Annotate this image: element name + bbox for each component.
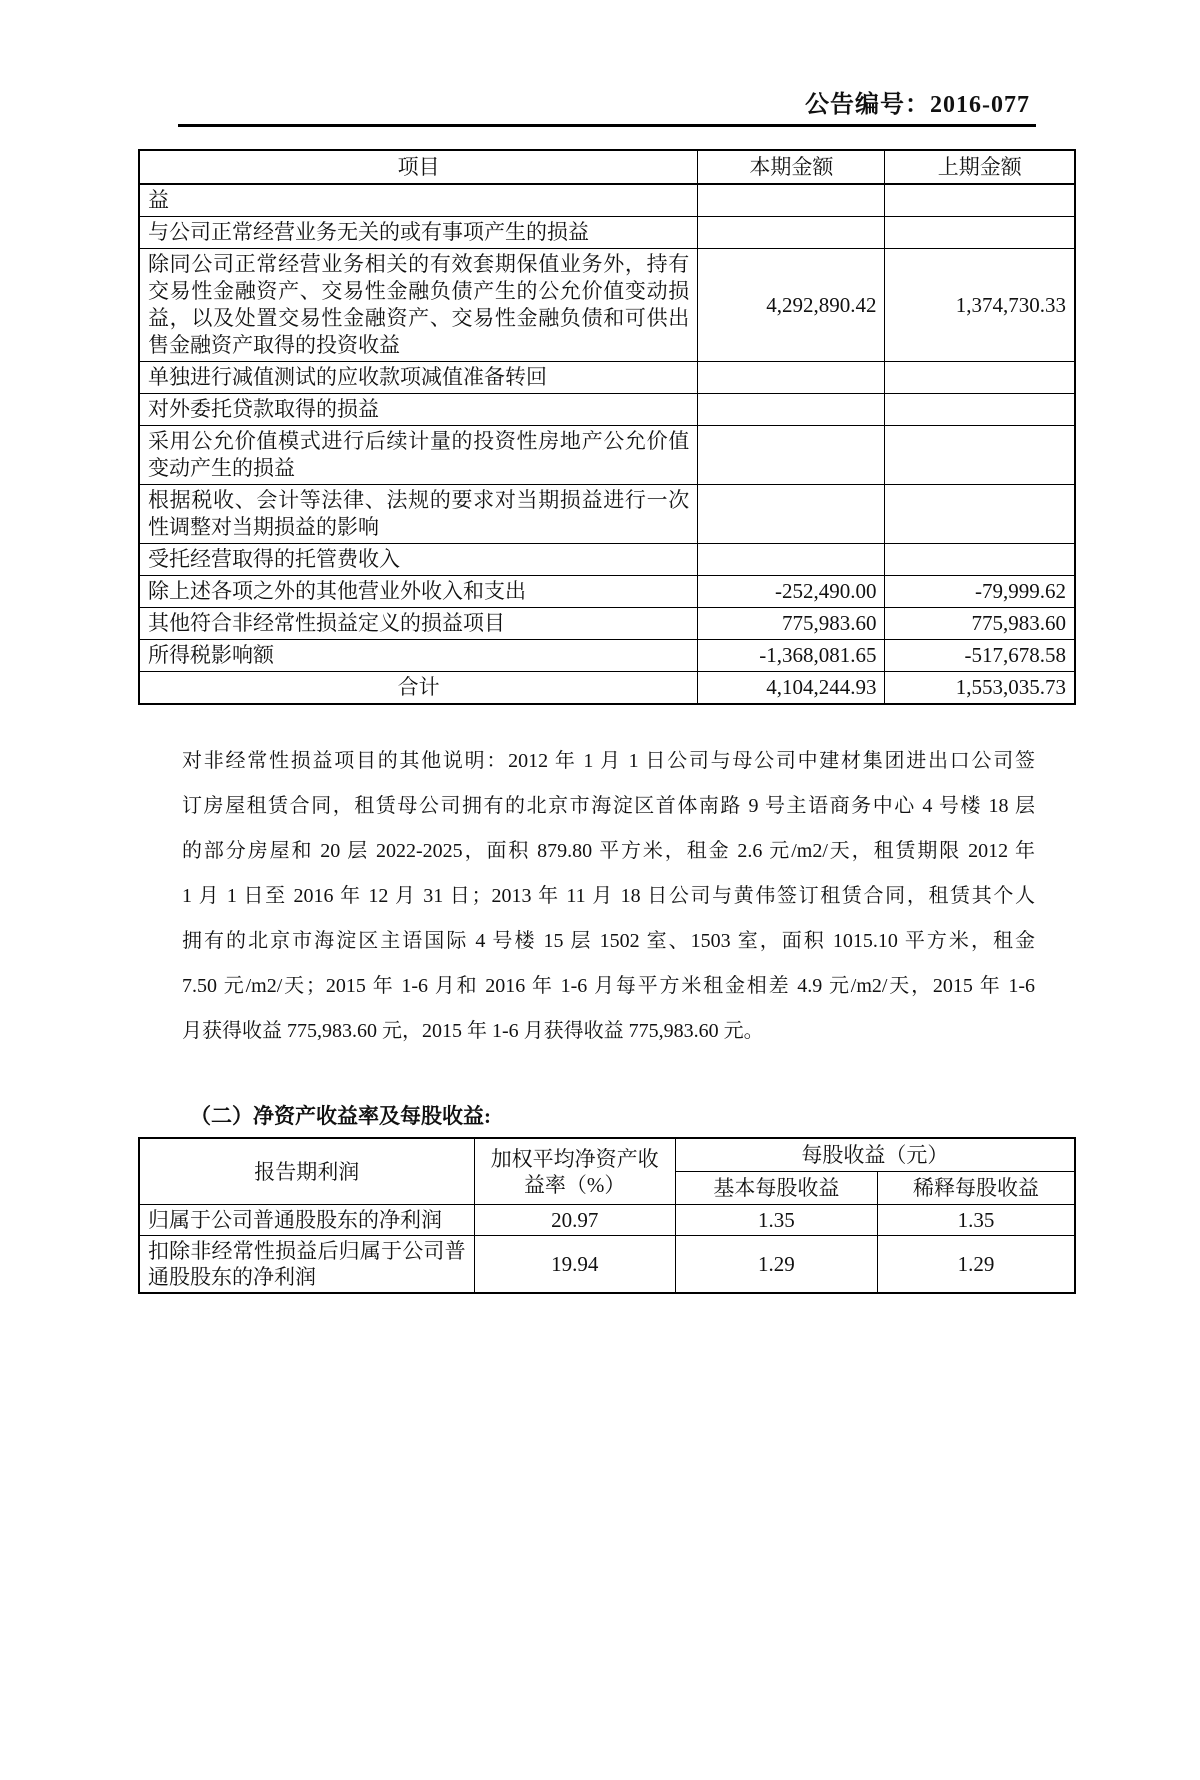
total-label: 合计 (139, 672, 698, 705)
item-label: 除上述各项之外的其他营业外收入和支出 (139, 576, 698, 608)
current-amount: 775,983.60 (698, 608, 885, 640)
total-current-amount: 4,104,244.93 (698, 672, 885, 705)
total-prior-amount: 1,553,035.73 (885, 672, 1075, 705)
prior-amount: 775,983.60 (885, 608, 1075, 640)
nonrecurring-gains-losses-table (138, 149, 1076, 705)
item-label: 除同公司正常经营业务相关的有效套期保值业务外，持有交易性金融资产、交易性金融负债产生的公允价值变动损益，以及处置交易性金融资产、交易性金融负债和可供出售金融资产取得的投资收益 (139, 249, 698, 362)
note-line: 7.50 元/m2/天；2015 年 1-6 月和 2016 年 1-6 月每平方米租金相差 4.9 元/m2/天，2015 年 1-6 (182, 975, 1035, 997)
table-row (139, 1205, 1075, 1236)
column-header-prior-amount: 上期金额 (885, 150, 1075, 184)
prior-amount (885, 426, 1075, 485)
roe-value: 19.94 (474, 1236, 675, 1294)
column-header-report-period-profit: 报告期利润 (139, 1138, 474, 1205)
table-row (139, 394, 1075, 426)
table-row (139, 544, 1075, 576)
item-label: 其他符合非经常性损益定义的损益项目 (139, 608, 698, 640)
current-amount: 4,292,890.42 (698, 249, 885, 362)
section-heading-roe-eps: （二）净资产收益率及每股收益: (190, 1104, 491, 1128)
notes-paragraph (182, 739, 1035, 1054)
basic-eps-value: 1.35 (675, 1205, 877, 1236)
note-line: 月获得收益 775,983.60 元，2015 年 1-6 月获得收益 775,983.60 元。 (182, 1020, 764, 1042)
note-line: 的部分房屋和 20 层 2022-2025，面积 879.80 平方米，租金 2.6 元/m2/天，租赁期限 2012 年 (182, 840, 1035, 862)
basic-eps-value: 1.29 (675, 1236, 877, 1294)
prior-amount: -79,999.62 (885, 576, 1075, 608)
item-label: 所得税影响额 (139, 640, 698, 672)
prior-amount (885, 217, 1075, 249)
table-row (139, 217, 1075, 249)
table-total-row (139, 672, 1075, 705)
note-line: 对非经常性损益项目的其他说明：2012 年 1 月 1 日公司与母公司中建材集团进出口公司签 (182, 750, 1035, 772)
prior-amount (885, 184, 1075, 217)
note-line: 订房屋租赁合同，租赁母公司拥有的北京市海淀区首体南路 9 号主语商务中心 4 号楼 18 层 (182, 795, 1035, 817)
prior-amount (885, 394, 1075, 426)
item-label: 对外委托贷款取得的损益 (139, 394, 698, 426)
prior-amount (885, 544, 1075, 576)
current-amount (698, 362, 885, 394)
current-amount (698, 217, 885, 249)
item-label: 单独进行减值测试的应收款项减值准备转回 (139, 362, 698, 394)
table-row (139, 426, 1075, 485)
column-header-weighted-avg-roe: 加权平均净资产收益率（%） (474, 1138, 675, 1205)
current-amount: -252,490.00 (698, 576, 885, 608)
note-line: 1 月 1 日至 2016 年 12 月 31 日；2013 年 11 月 18 日公司与黄伟签订租赁合同，租赁其个人 (182, 885, 1035, 907)
item-label: 与公司正常经营业务无关的或有事项产生的损益 (139, 217, 698, 249)
table-row (139, 640, 1075, 672)
current-amount (698, 394, 885, 426)
roe-eps-table (138, 1137, 1076, 1294)
roe-value: 20.97 (474, 1205, 675, 1236)
current-amount (698, 485, 885, 544)
current-amount (698, 184, 885, 217)
table-header-row (139, 150, 1075, 184)
diluted-eps-value: 1.35 (877, 1205, 1075, 1236)
prior-amount: -517,678.58 (885, 640, 1075, 672)
prior-amount (885, 362, 1075, 394)
profit-label: 归属于公司普通股股东的净利润 (139, 1205, 474, 1236)
column-header-item: 项目 (139, 150, 698, 184)
prior-amount: 1,374,730.33 (885, 249, 1075, 362)
item-label: 受托经营取得的托管费收入 (139, 544, 698, 576)
table-header-row (139, 1138, 1075, 1172)
current-amount (698, 426, 885, 485)
current-amount: -1,368,081.65 (698, 640, 885, 672)
column-header-current-amount: 本期金额 (698, 150, 885, 184)
note-line: 拥有的北京市海淀区主语国际 4 号楼 15 层 1502 室、1503 室，面积 1015.10 平方米，租金 (182, 930, 1035, 952)
diluted-eps-value: 1.29 (877, 1236, 1075, 1294)
prior-amount (885, 485, 1075, 544)
table-row (139, 362, 1075, 394)
table-row (139, 1236, 1075, 1294)
column-group-header-eps: 每股收益（元） (675, 1138, 1075, 1172)
column-header-diluted-eps: 稀释每股收益 (877, 1172, 1075, 1205)
table-row (139, 249, 1075, 362)
table-row (139, 608, 1075, 640)
table-row (139, 485, 1075, 544)
item-label: 根据税收、会计等法律、法规的要求对当期损益进行一次性调整对当期损益的影响 (139, 485, 698, 544)
announcement-number: 公告编号：2016-077 (178, 84, 1036, 127)
profit-label: 扣除非经常性损益后归属于公司普通股股东的净利润 (139, 1236, 474, 1294)
table-row (139, 184, 1075, 217)
item-label: 益 (139, 184, 698, 217)
table-row (139, 576, 1075, 608)
column-header-basic-eps: 基本每股收益 (675, 1172, 877, 1205)
item-label: 采用公允价值模式进行后续计量的投资性房地产公允价值变动产生的损益 (139, 426, 698, 485)
current-amount (698, 544, 885, 576)
